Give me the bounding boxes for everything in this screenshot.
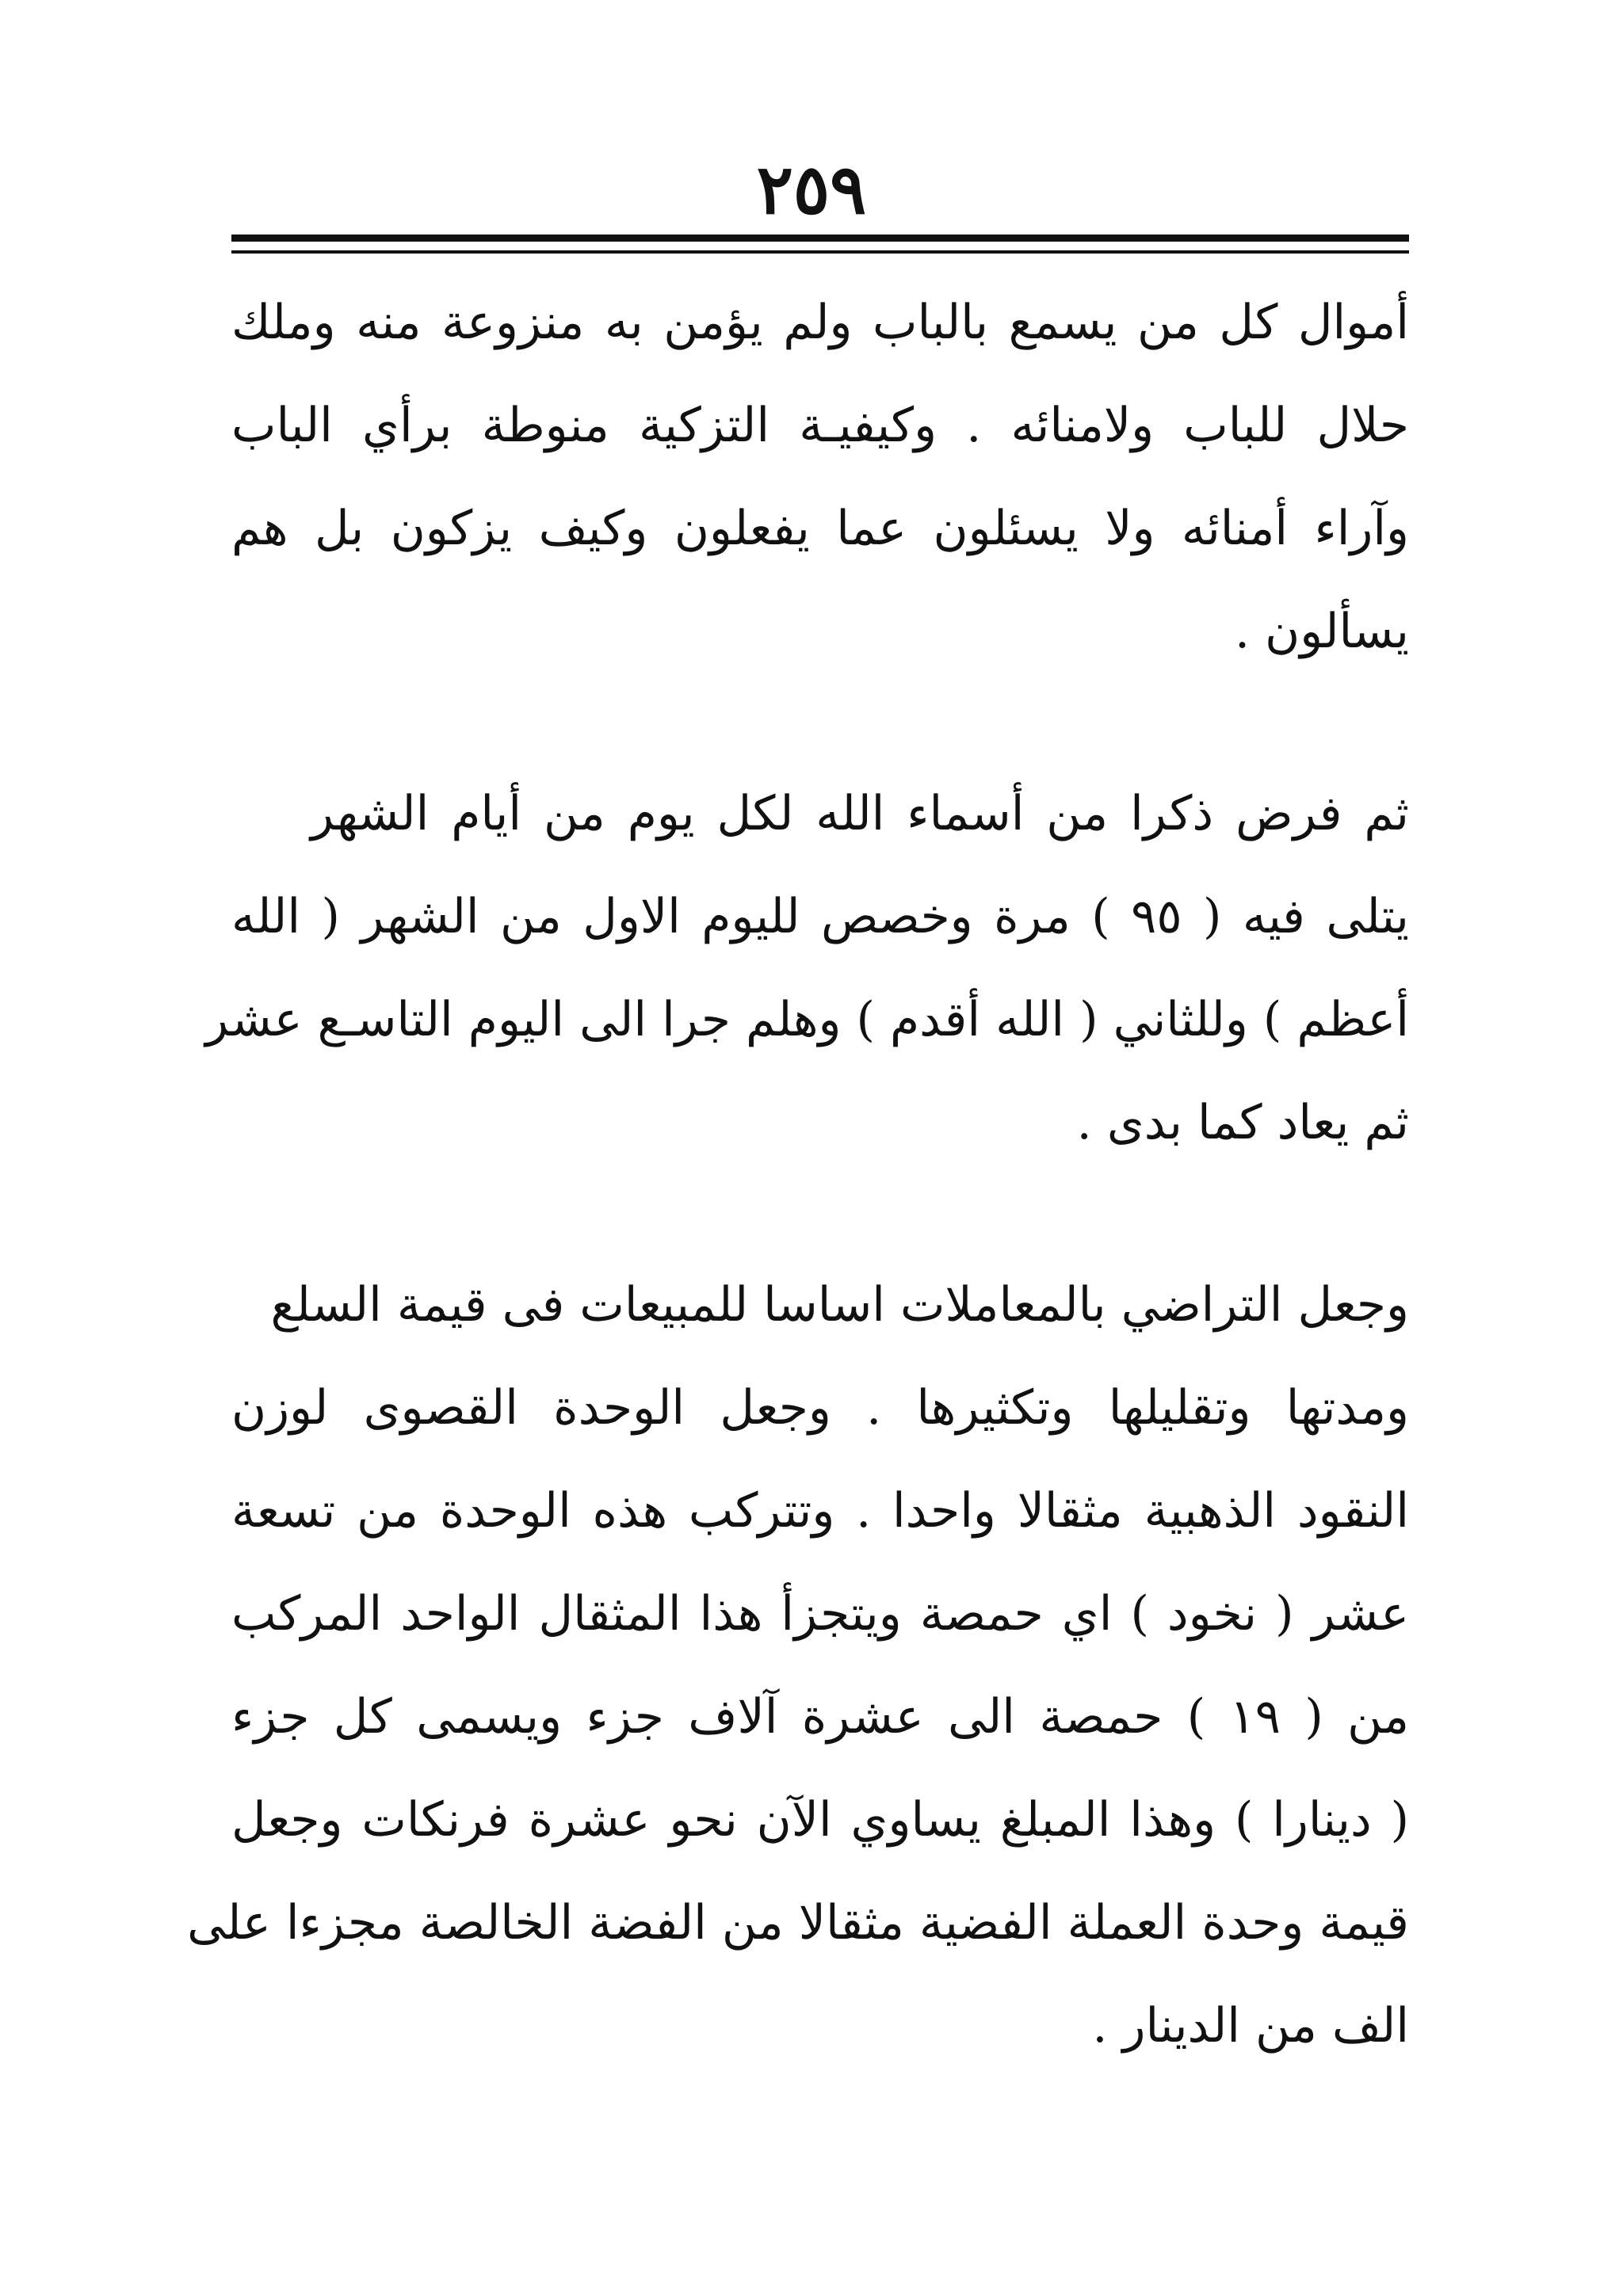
text-line: أموال كل من يسمع بالباب ولم يؤمن به منزوعة منه وملك (231, 295, 1409, 350)
text-line: يسألون . (1235, 604, 1409, 659)
text-line: الف من الدينار . (1092, 1998, 1409, 2054)
text-line: النقود الذهبية مثقالا واحدا . وتتركب هذه الوحدة من تسعة (231, 1483, 1409, 1539)
header-rule-thin (231, 250, 1409, 254)
text-line: أعظم ) وللثاني ( الله أقدم ) وهلم جرا الى اليوم التاسـع عشر (205, 992, 1409, 1047)
text-line: حلال للباب ولامنائه . وكيفيـة التزكية منوطة برأي الباب (231, 398, 1409, 453)
text-line: ( دينارا ) وهذا المبلغ يساوي الآن نحو عشرة فرنكات وجعل (231, 1792, 1409, 1848)
text-line: ثم يعاد كما بدى . (1076, 1095, 1409, 1150)
text-line: من ( ١٩ ) حمصة الى عشرة آلاف جزء ويسمى كل جزء (231, 1689, 1409, 1745)
text-line: قيمة وحدة العملة الفضية مثقالا من الفضة الخالصة مجزءا على (187, 1895, 1409, 1951)
text-line: وآراء أمنائه ولا يسئلون عما يفعلون وكيف يزكون بل هم (231, 501, 1409, 556)
text-line: ومدتها وتقليلها وتكثيرها . وجعل الوحدة القصوى لوزن (231, 1380, 1409, 1436)
text-line: وجعل التراضي بالمعاملات اساسا للمبيعات فى قيمة السلع (270, 1277, 1409, 1333)
text-line: يتلى فيه ( ٩٥ ) مرة وخصص لليوم الاول من الشهر ( الله (231, 889, 1409, 944)
header-rule-thick (231, 235, 1409, 242)
page-number: ٢٥٩ (756, 150, 867, 230)
text-line: ثم فرض ذكرا من أسماء الله لكل يوم من أيام الشهر (311, 786, 1409, 841)
text-line: عشر ( نخود ) اي حمصة ويتجزأ هذا المثقال الواحد المركب (231, 1586, 1409, 1642)
